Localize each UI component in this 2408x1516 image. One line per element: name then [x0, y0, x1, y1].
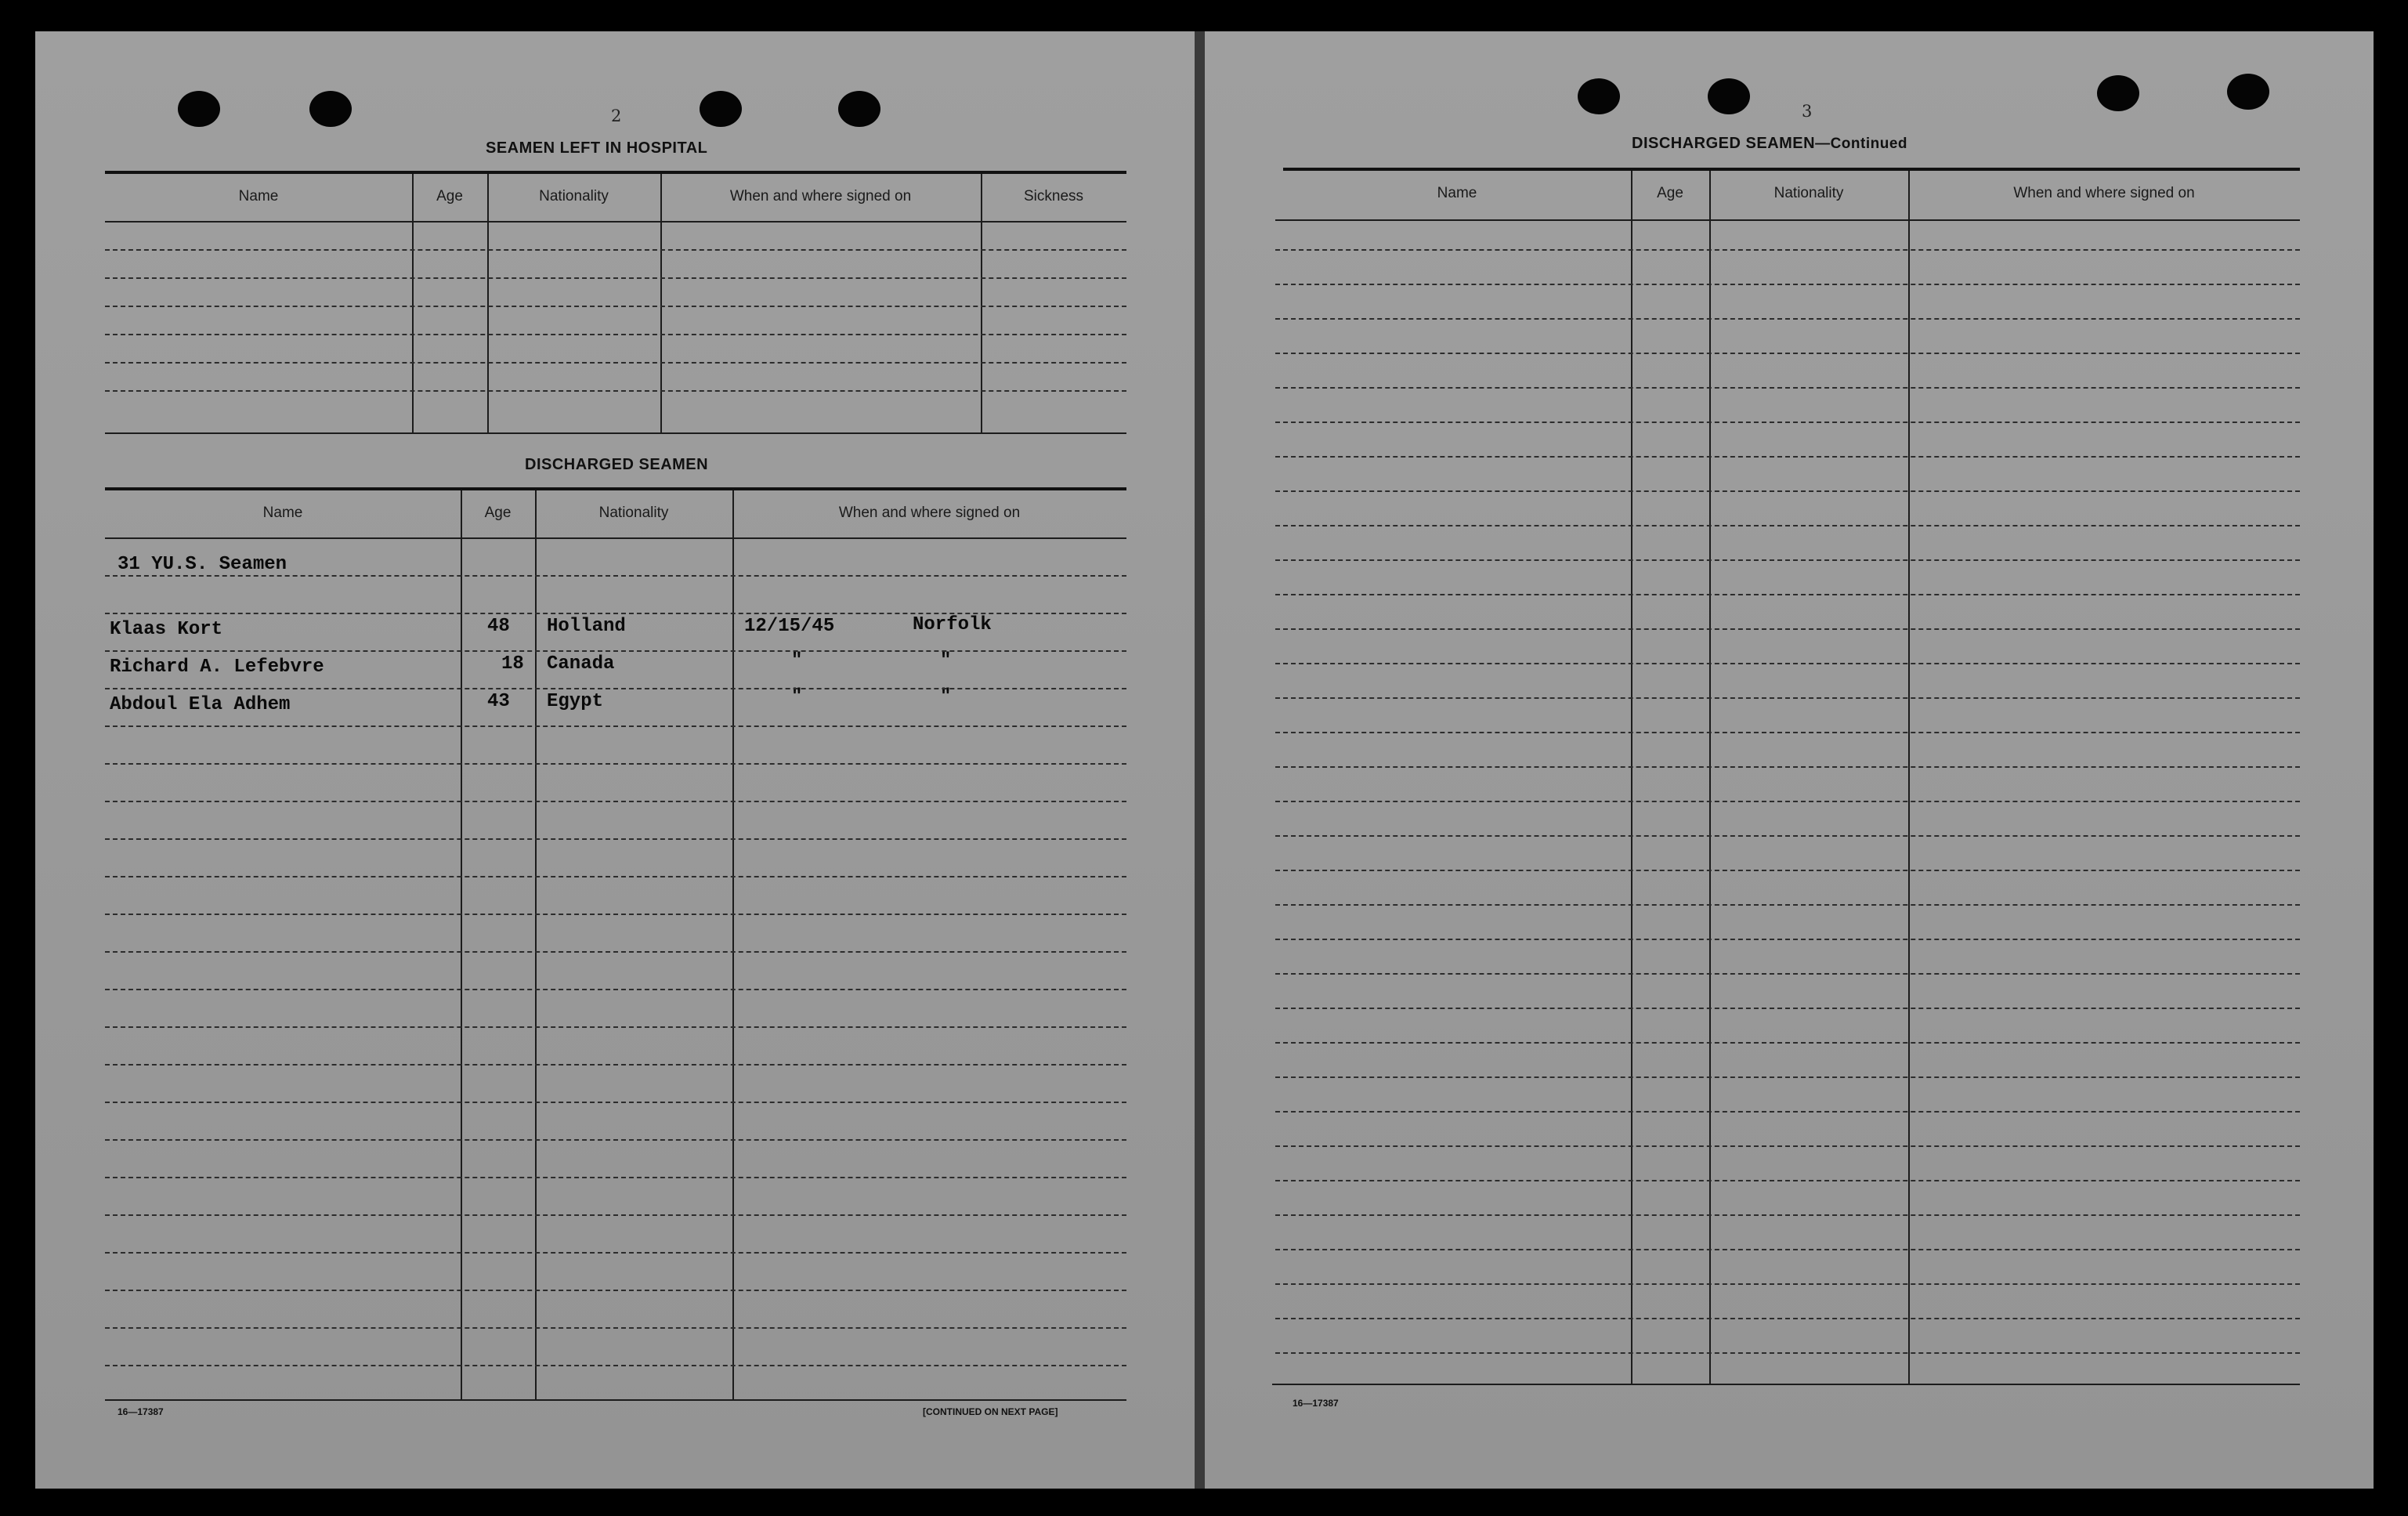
- ruled-line: [105, 1026, 1126, 1028]
- ruled-line: [1275, 870, 2300, 871]
- ruled-line: [1275, 456, 2300, 458]
- ruled-line: [1275, 490, 2300, 492]
- ruled-line: [1275, 1008, 2300, 1009]
- punch-hole: [838, 91, 880, 127]
- ruled-line: [105, 763, 1126, 765]
- ruled-line: [105, 1290, 1126, 1291]
- ruled-line: [105, 1177, 1126, 1178]
- ruled-line: [1275, 318, 2300, 320]
- ruled-line: [1275, 801, 2300, 802]
- signed-on-date: 12/15/45: [744, 616, 835, 637]
- ruled-line: [1275, 422, 2300, 423]
- ruled-line: [105, 1327, 1126, 1329]
- punch-hole: [700, 91, 742, 127]
- seaman-age: 43: [487, 691, 510, 712]
- ruled-line: [105, 876, 1126, 877]
- seaman-nationality: Canada: [547, 653, 615, 675]
- column-header: Nationality: [1773, 185, 1844, 201]
- ruled-line: [105, 914, 1126, 915]
- signed-on-place: Norfolk: [913, 614, 992, 635]
- column-header: Name: [1437, 185, 1477, 201]
- column-header: When and where signed on: [729, 188, 912, 204]
- ruled-line: [1275, 904, 2300, 906]
- ruled-line: [105, 725, 1126, 727]
- page-number: 3: [1802, 102, 1813, 121]
- seaman-name: Richard A. Lefebvre: [110, 657, 324, 678]
- seaman-age: 48: [487, 616, 510, 637]
- ruled-line: [1275, 1283, 2300, 1285]
- ruled-line: [105, 1064, 1126, 1066]
- punch-hole: [1578, 78, 1620, 114]
- signed-on-date: ": [791, 686, 803, 707]
- ruled-line: [105, 650, 1126, 652]
- ruled-line: [1275, 284, 2300, 285]
- signed-on-place: ": [940, 686, 952, 707]
- ruled-line: [1275, 387, 2300, 389]
- seaman-name: 31 YU.S. Seamen: [118, 554, 287, 575]
- page-number: 2: [611, 107, 622, 125]
- ruled-line: [1275, 939, 2300, 940]
- ruled-line: [1275, 766, 2300, 768]
- ruled-line: [1275, 1042, 2300, 1044]
- ruled-line: [105, 801, 1126, 802]
- ruled-line: [1275, 525, 2300, 526]
- column-header: Age: [484, 505, 512, 521]
- ruled-line: [105, 1102, 1126, 1103]
- ruled-line: [1275, 559, 2300, 561]
- ruled-line: [1275, 973, 2300, 975]
- ruled-line: [105, 1252, 1126, 1254]
- ruled-line: [1275, 1318, 2300, 1319]
- punch-hole: [2097, 75, 2139, 111]
- seaman-nationality: Holland: [547, 616, 626, 637]
- form-number: 16—17387: [118, 1406, 164, 1417]
- ruled-line: [105, 1139, 1126, 1141]
- ruled-line: [1275, 249, 2300, 251]
- column-header: Nationality: [539, 188, 609, 204]
- column-header: Nationality: [598, 505, 669, 521]
- continued-note: [CONTINUED ON NEXT PAGE]: [923, 1406, 1058, 1417]
- ruled-line: [1275, 697, 2300, 699]
- form-number: 16—17387: [1293, 1398, 1339, 1409]
- punch-hole: [2227, 74, 2269, 110]
- ruled-line: [105, 1214, 1126, 1216]
- ruled-line: [1275, 353, 2300, 354]
- seaman-age: 18: [501, 653, 524, 675]
- column-header: Name: [238, 188, 279, 204]
- ruled-line: [1275, 663, 2300, 664]
- signed-on-date: ": [791, 650, 803, 671]
- column-header: When and where signed on: [2013, 185, 2195, 201]
- ruled-line: [105, 838, 1126, 840]
- seaman-name: Abdoul Ela Adhem: [110, 694, 291, 715]
- hospital-section-title: SEAMEN LEFT IN HOSPITAL: [486, 139, 708, 157]
- ruled-line: [1275, 1180, 2300, 1181]
- seaman-nationality: Egypt: [547, 691, 604, 712]
- column-header: Name: [262, 505, 303, 521]
- ruled-line: [105, 989, 1126, 990]
- ruled-line: [105, 688, 1126, 689]
- ruled-line: [1275, 1111, 2300, 1113]
- ruled-line: [1275, 628, 2300, 630]
- ruled-line: [1275, 1214, 2300, 1216]
- ruled-line: [1275, 1076, 2300, 1078]
- discharged-section-title: DISCHARGED SEAMEN: [525, 456, 709, 473]
- signed-on-place: ": [940, 650, 952, 671]
- ruled-line: [105, 613, 1126, 614]
- ruled-line: [1275, 732, 2300, 733]
- page-gutter: [1195, 31, 1205, 1489]
- ruled-line: [1275, 1249, 2300, 1250]
- ruled-line: [105, 1365, 1126, 1366]
- ruled-line: [1275, 835, 2300, 837]
- column-header: Age: [1657, 185, 1683, 201]
- punch-hole: [1708, 78, 1750, 114]
- ruled-line: [1275, 594, 2300, 595]
- discharged-continued-title: DISCHARGED SEAMEN—Continued: [1632, 135, 1908, 152]
- column-header: When and where signed on: [838, 505, 1021, 521]
- ruled-line: [105, 575, 1126, 577]
- ruled-line: [1275, 1352, 2300, 1354]
- seaman-name: Klaas Kort: [110, 619, 223, 640]
- punch-hole: [309, 91, 352, 127]
- ruled-line: [105, 951, 1126, 953]
- ruled-line: [1275, 1145, 2300, 1147]
- punch-hole: [178, 91, 220, 127]
- column-header: Age: [436, 188, 463, 204]
- column-header: Sickness: [1023, 188, 1084, 204]
